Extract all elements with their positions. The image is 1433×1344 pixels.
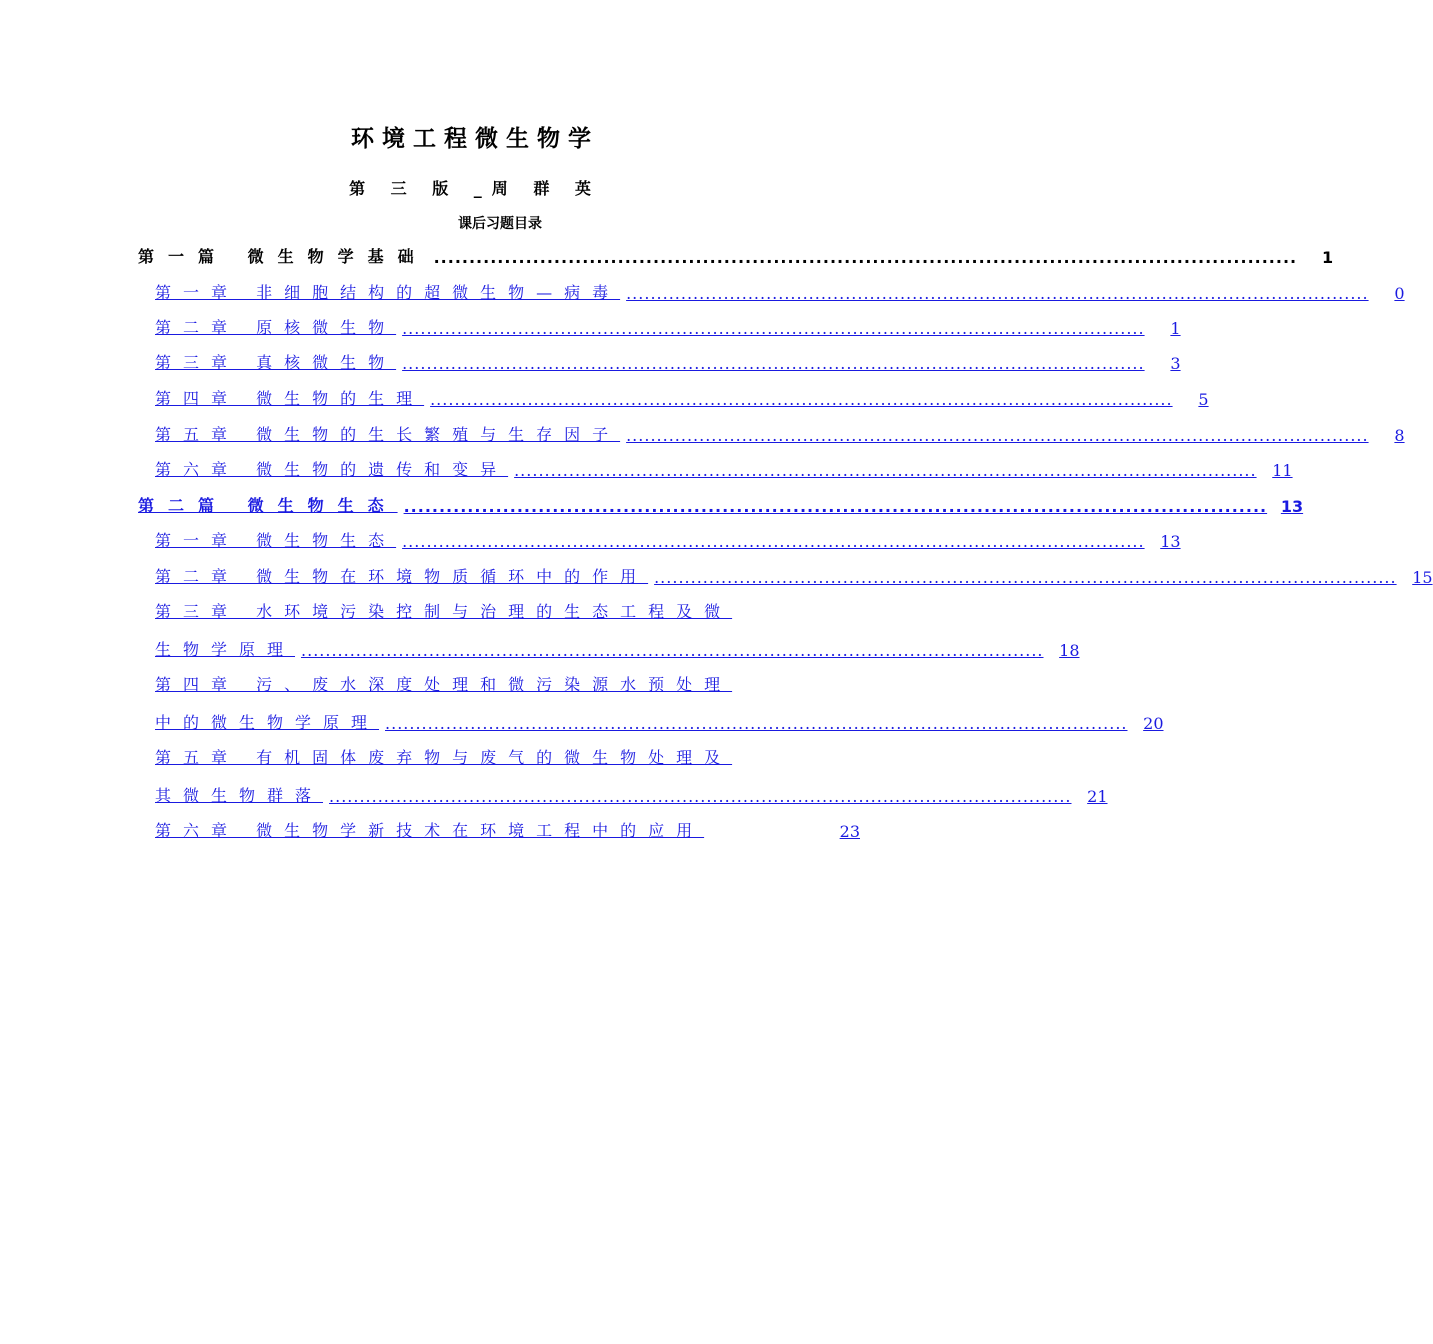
toc-chapter-1-5[interactable] bbox=[155, 421, 1405, 445]
toc-chapter-label: 第六章 微生物的遗传和变异 bbox=[155, 460, 509, 479]
toc-chapter-2-1[interactable] bbox=[155, 527, 1181, 551]
edition-line: 第 三 版 _周 群 英 bbox=[349, 179, 601, 198]
toc-chapter-2-3[interactable] bbox=[155, 636, 1080, 660]
toc-page-number: 3 bbox=[1170, 354, 1181, 373]
toc-page-number: 5 bbox=[1198, 390, 1209, 409]
toc-leader-dots: .......................................................................................................................... bbox=[385, 714, 1128, 733]
toc-leader-dots: .......................................................................................................................... bbox=[329, 787, 1072, 806]
toc-chapter-2-6[interactable] bbox=[155, 817, 860, 841]
toc-chapter-1-3[interactable] bbox=[155, 349, 1181, 373]
toc-chapter-1-6[interactable] bbox=[155, 456, 1293, 480]
document-title: 环境工程微生物学 bbox=[351, 126, 599, 152]
toc-chapter-label: 第四章 微生物的生理 bbox=[155, 389, 425, 408]
toc-chapter-label: 生物学原理 bbox=[155, 640, 296, 659]
toc-leader-dots: .......................................................................................................................... bbox=[402, 532, 1145, 551]
toc-page-number: 1 bbox=[1170, 319, 1181, 338]
toc-page-number: 15 bbox=[1412, 568, 1433, 587]
toc-leader-dots: .......................................................................................................................... bbox=[626, 426, 1369, 445]
toc-page-number: 1 bbox=[1321, 248, 1334, 267]
toc-chapter-2-4-line1[interactable]: 第四章 污、废水深度处理和微污染源水预处理 bbox=[155, 675, 733, 694]
toc-page-number: 18 bbox=[1059, 641, 1080, 660]
toc-page-number: 11 bbox=[1272, 461, 1293, 480]
toc-chapter-2-5-line1[interactable]: 第五章 有机固体废弃物与废气的微生物处理及 bbox=[155, 748, 733, 767]
toc-page-number: 13 bbox=[1280, 497, 1304, 516]
toc-page-number: 21 bbox=[1087, 787, 1108, 806]
toc-chapter-label: 第三章 真核微生物 bbox=[155, 353, 397, 372]
toc-leader-dots: .......................................................................................................................... bbox=[654, 568, 1397, 587]
toc-page-number: 8 bbox=[1394, 426, 1405, 445]
toc-leader-dots: .......................................................................................................................... bbox=[430, 390, 1173, 409]
toc-leader-dots: .......................................................................................................................... bbox=[433, 248, 1298, 267]
toc-chapter-2-4[interactable] bbox=[155, 709, 1164, 733]
toc-chapter-label: 中的微生物学原理 bbox=[155, 713, 380, 732]
toc-page-number: 23 bbox=[839, 822, 860, 841]
toc-chapter-label: 第一章 微生物生态 bbox=[155, 531, 397, 550]
toc-chapter-2-5[interactable] bbox=[155, 782, 1108, 806]
toc-chapter-label: 第二章 原核微生物 bbox=[155, 318, 397, 337]
toc-part-2[interactable] bbox=[138, 492, 1304, 516]
toc-page-number: 13 bbox=[1160, 532, 1181, 551]
toc-leader-dots: .......................................................................................................................... bbox=[402, 354, 1145, 373]
toc-chapter-1-2[interactable] bbox=[155, 314, 1181, 338]
toc-part-label: 第一篇 微生物学基础 bbox=[138, 247, 428, 266]
toc-leader-dots: .......................................................................................................................... bbox=[301, 641, 1044, 660]
toc-chapter-label: 第一章 非细胞结构的超微生物—病毒 bbox=[155, 283, 621, 302]
toc-chapter-1-4[interactable] bbox=[155, 385, 1209, 409]
toc-chapter-1-1[interactable] bbox=[155, 279, 1405, 303]
toc-page-number: 0 bbox=[1394, 284, 1405, 303]
toc-chapter-label: 第六章 微生物学新技术在环境工程中的应用 bbox=[155, 821, 705, 840]
toc-leader-dots: .......................................................................................................................... bbox=[514, 461, 1257, 480]
toc-chapter-2-2[interactable] bbox=[155, 563, 1433, 587]
toc-page-number: 20 bbox=[1143, 714, 1164, 733]
toc-part-label: 第二篇 微生物生态 bbox=[138, 496, 398, 515]
toc-part-1[interactable] bbox=[138, 243, 1334, 267]
toc-chapter-2-3-line1[interactable]: 第三章 水环境污染控制与治理的生态工程及微 bbox=[155, 602, 733, 621]
toc-heading: 课后习题目录 bbox=[458, 216, 542, 232]
toc-chapter-label: 第二章 微生物在环境物质循环中的作用 bbox=[155, 567, 649, 586]
toc-chapter-label: 第五章 微生物的生长繁殖与生存因子 bbox=[155, 425, 621, 444]
toc-leader-dots: .......................................................................................................................... bbox=[402, 319, 1145, 338]
toc-chapter-label: 其微生物群落 bbox=[155, 786, 324, 805]
toc-leader-dots: .......................................................................................................................... bbox=[403, 497, 1268, 516]
toc-leader-dots: .......................................................................................................................... bbox=[626, 284, 1369, 303]
